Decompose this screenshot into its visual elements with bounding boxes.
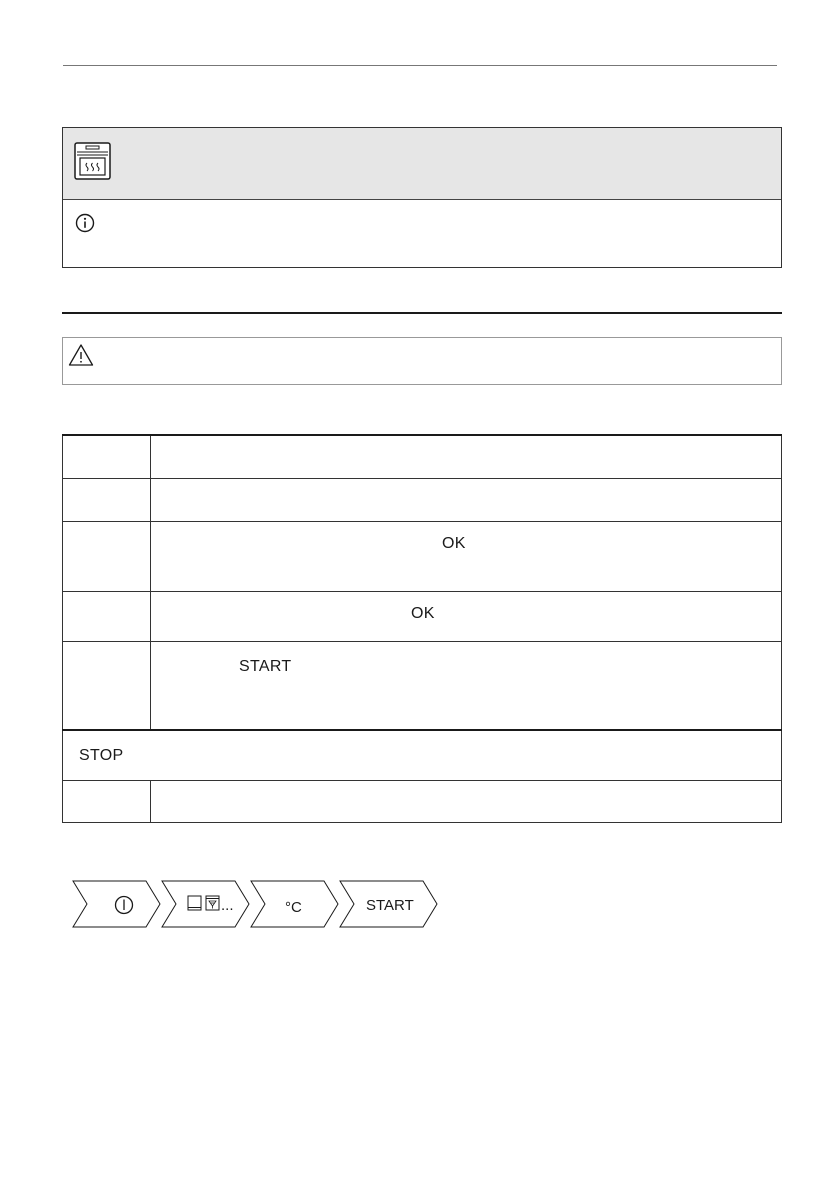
- warning-icon: [68, 343, 94, 367]
- ok-button-label: OK: [411, 604, 435, 622]
- more-functions-ellipsis: ...: [221, 897, 234, 914]
- warning-box: [62, 337, 782, 385]
- table-row: [63, 730, 782, 780]
- instruction-cell: [151, 591, 782, 641]
- table-row: [63, 780, 782, 822]
- step-cell: [63, 641, 151, 730]
- instruction-cell: [151, 641, 782, 730]
- start-label: START: [366, 897, 414, 914]
- flow-step-function: [162, 881, 249, 927]
- stop-button-label: STOP: [79, 747, 124, 764]
- table-row: [63, 478, 782, 521]
- start-button-label: START: [239, 657, 292, 675]
- step-cell: [63, 435, 151, 478]
- feature-header: [63, 128, 781, 200]
- step-cell: [63, 780, 151, 822]
- table-row: [63, 591, 782, 641]
- section-rule: [62, 312, 782, 314]
- instruction-cell: [151, 521, 782, 591]
- step-cell: [63, 591, 151, 641]
- table-row: [63, 641, 782, 730]
- step-cell: [63, 478, 151, 521]
- stop-cell: [63, 730, 782, 780]
- info-icon: [75, 213, 95, 233]
- ok-button-label: OK: [442, 534, 466, 552]
- flow-step-power: [73, 881, 160, 927]
- feature-box: [62, 127, 782, 268]
- oven-heating-icon: [74, 142, 111, 180]
- flow-step-temperature: [251, 881, 338, 927]
- flow-step-start: [340, 881, 437, 927]
- top-rule: [63, 65, 777, 66]
- steps-table: [62, 434, 782, 823]
- instruction-cell: [151, 435, 782, 478]
- instruction-cell: [151, 780, 782, 822]
- table-row: [63, 521, 782, 591]
- temperature-icon: °C: [285, 899, 302, 916]
- instruction-cell: [151, 478, 782, 521]
- table-row: [63, 435, 782, 478]
- step-cell: [63, 521, 151, 591]
- procedure-flow: [72, 880, 438, 928]
